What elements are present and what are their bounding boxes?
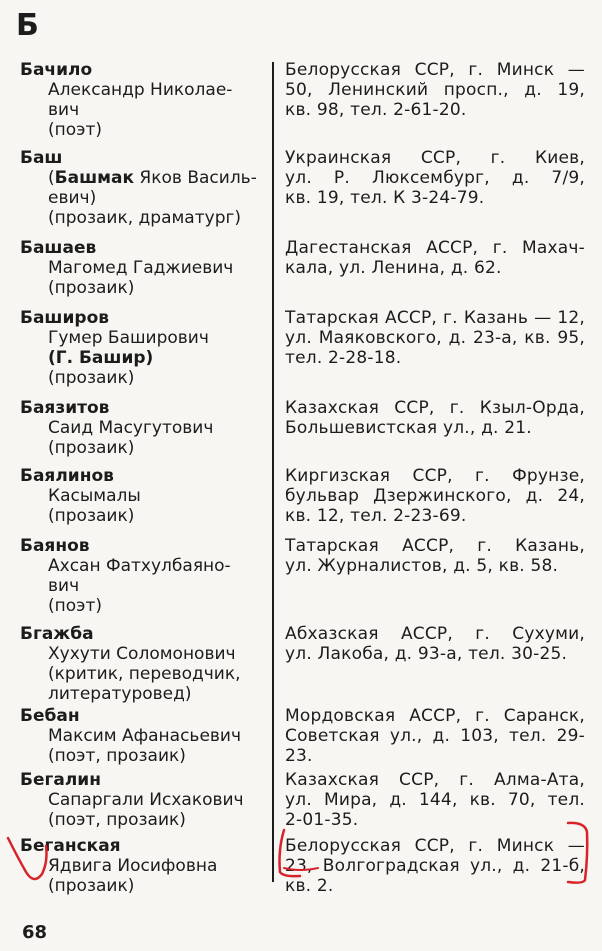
author-detail-line: Касымалы xyxy=(48,486,141,506)
address-line: Большевистская ул., д. 21. xyxy=(285,418,532,438)
author-surname: Бегалин xyxy=(20,770,101,790)
author-address xyxy=(285,836,585,896)
author-detail-line: (прозаик) xyxy=(48,506,135,526)
address-line: кала, ул. Ленина, д. 62. xyxy=(285,258,502,278)
author-detail-line: Максим Афанасьевич xyxy=(48,726,242,746)
address-line: кв. 2. xyxy=(285,876,334,896)
author-name-block xyxy=(20,466,265,526)
address-line: Дагестанская АССР, г. Махач- xyxy=(285,238,585,258)
author-address xyxy=(285,706,585,766)
author-detail-line: (прозаик) xyxy=(48,438,135,458)
author-name-block xyxy=(20,60,265,140)
author-detail-line: Саид Масугутович xyxy=(48,418,214,438)
author-detail-line: (прозаик) xyxy=(48,368,135,388)
author-surname: Баялинов xyxy=(20,466,114,486)
address-line: ул. Мира, д. 144, кв. 70, тел. xyxy=(285,790,585,810)
author-detail-line: (прозаик) xyxy=(48,876,135,896)
address-line: ул. Маяковского, д. 23-а, кв. 95, xyxy=(285,328,585,348)
author-name-block xyxy=(20,308,265,388)
author-address xyxy=(285,238,585,278)
address-line: Белорусская ССР, г. Минск — xyxy=(285,836,585,856)
address-line: Татарская АССР, г. Казань, xyxy=(285,536,585,556)
author-detail-line: (поэт, прозаик) xyxy=(48,810,186,830)
author-detail-line: (прозаик) xyxy=(48,278,135,298)
address-line: Мордовская АССР, г. Саранск, xyxy=(285,706,585,726)
author-surname: Баязитов xyxy=(20,398,110,418)
author-address xyxy=(285,536,585,576)
author-surname: Бебан xyxy=(20,706,80,726)
author-detail-line: (поэт) xyxy=(48,596,103,616)
author-name-block xyxy=(20,836,265,896)
address-line: 23, Волгоградская ул., д. 21-б, xyxy=(285,856,585,876)
author-detail-line: Гумер Баширович xyxy=(48,328,209,348)
author-detail-line: вич xyxy=(48,100,80,120)
author-surname: Баширов xyxy=(20,308,110,328)
address-line: Казахская ССР, г. Алма-Ата, xyxy=(285,770,585,790)
author-surname: Бачило xyxy=(20,60,93,80)
author-surname: Баш xyxy=(20,148,63,168)
author-name-block xyxy=(20,706,265,766)
address-line: ул. Р. Люксембург, д. 7/9, xyxy=(285,168,585,188)
author-address xyxy=(285,770,585,830)
author-detail-line: (Башмак Яков Василь- xyxy=(48,168,257,188)
address-line: ул. Журналистов, д. 5, кв. 58. xyxy=(285,556,559,576)
address-line: 2-01-35. xyxy=(285,810,359,830)
address-line: Белорусская ССР, г. Минск — xyxy=(285,60,585,80)
author-surname: Баянов xyxy=(20,536,90,556)
author-detail-line: Александр Николае- xyxy=(48,80,233,100)
author-detail-line: (Г. Башир) xyxy=(48,348,154,368)
author-name-block xyxy=(20,238,265,298)
author-address xyxy=(285,466,585,526)
author-detail-line: вич xyxy=(48,576,80,596)
address-line: Советская ул., д. 103, тел. 29-23. xyxy=(285,726,585,766)
address-line: тел. 2-28-18. xyxy=(285,348,402,368)
author-name-block xyxy=(20,536,265,616)
address-line: Казахская ССР, г. Кзыл-Орда, xyxy=(285,398,585,418)
author-surname: Беганская xyxy=(20,836,121,856)
author-detail-line: (прозаик, драматург) xyxy=(48,208,242,228)
author-detail-line: (критик, переводчик, xyxy=(48,664,241,684)
author-address xyxy=(285,398,585,438)
author-address xyxy=(285,308,585,368)
author-detail-line: евич) xyxy=(48,188,97,208)
address-line: Украинская ССР, г. Киев, xyxy=(285,148,585,168)
author-address xyxy=(285,624,585,664)
author-address xyxy=(285,60,585,120)
page-number: 68 xyxy=(22,922,48,943)
author-name-block xyxy=(20,398,265,458)
column-divider xyxy=(272,62,274,882)
address-line: Татарская АССР, г. Казань — 12, xyxy=(285,308,585,328)
author-name-block xyxy=(20,624,265,704)
address-line: кв. 19, тел. К 3-24-79. xyxy=(285,188,485,208)
author-detail-line: (поэт, прозаик) xyxy=(48,746,186,766)
address-line: ул. Лакоба, д. 93-а, тел. 30-25. xyxy=(285,644,568,664)
author-detail-line: (поэт) xyxy=(48,120,103,140)
section-letter: Б xyxy=(16,8,39,43)
author-detail-line: Хухути Соломонович xyxy=(48,644,236,664)
address-line: бульвар Дзержинского, д. 24, xyxy=(285,486,585,506)
author-detail-line: литературовед) xyxy=(48,684,192,704)
author-detail-line: Ахсан Фатхулбаяно- xyxy=(48,556,231,576)
address-line: кв. 98, тел. 2-61-20. xyxy=(285,100,467,120)
address-line: Абхазская АССР, г. Сухуми, xyxy=(285,624,585,644)
author-name-block xyxy=(20,770,265,830)
author-detail-line: Магомед Гаджиевич xyxy=(48,258,234,278)
address-line: Киргизская ССР, г. Фрунзе, xyxy=(285,466,585,486)
author-detail-line: Ядвига Иосифовна xyxy=(48,856,218,876)
author-detail-line: Сапаргали Исхакович xyxy=(48,790,244,810)
address-line: 50, Ленинский просп., д. 19, xyxy=(285,80,585,100)
author-address xyxy=(285,148,585,208)
author-surname: Бгажба xyxy=(20,624,94,644)
address-line: кв. 12, тел. 2-23-69. xyxy=(285,506,467,526)
author-name-block xyxy=(20,148,265,228)
author-surname: Башаев xyxy=(20,238,97,258)
